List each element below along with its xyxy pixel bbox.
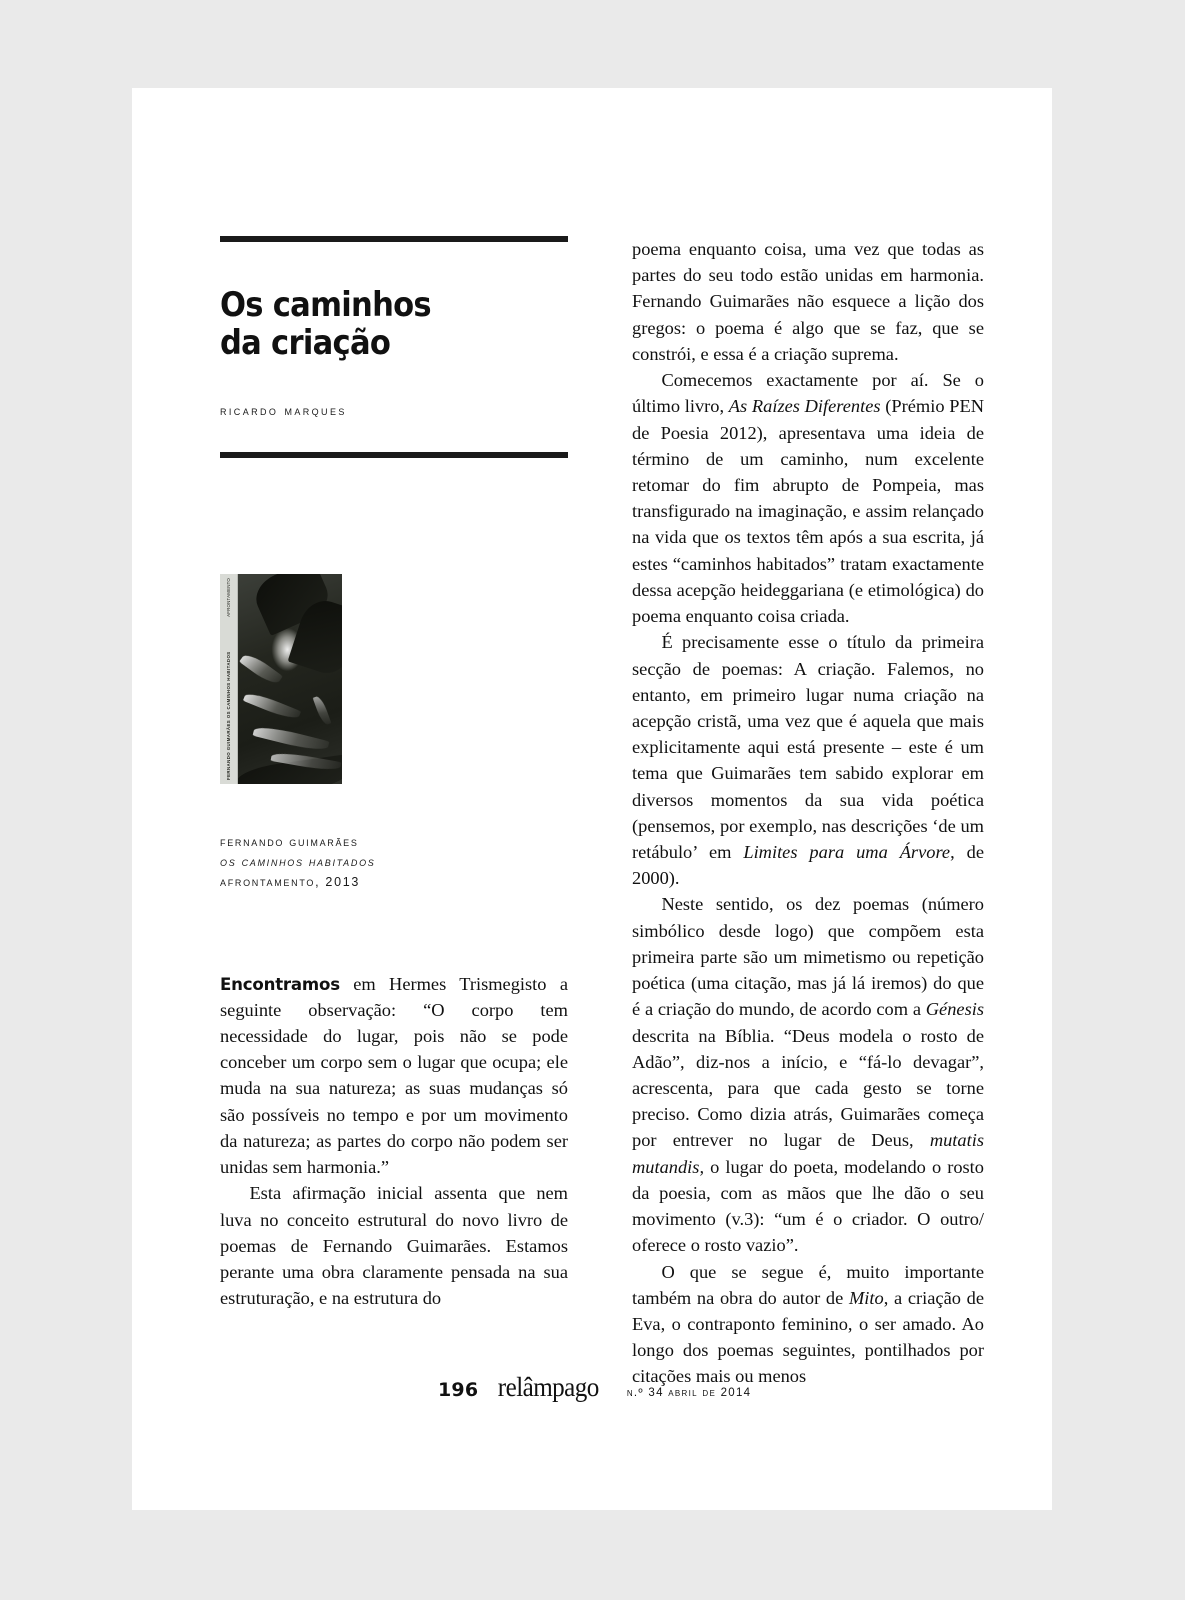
paragraph-text: o lugar do poeta, modelando o rosto da poesia, com as mãos que lhe dão o seu movimento (v.3): “um é o criador. O outro/ oferece o rosto vazio”. [632, 1156, 984, 1256]
cover-photograph [237, 574, 342, 784]
latin-phrase-italic: mutatis mutandis, [632, 1130, 984, 1177]
caption-imprint: afrontamento, 2013 [220, 875, 361, 890]
paragraph-text: em Hermes Trismegisto a seguinte observação: “O corpo tem necessidade do lugar, pois não se pode conceber um corpo sem o lugar que ocupa; ele muda na sua natureza; as suas mudanças só são possíveis no tempo e por um movimento da natureza; as partes do corpo não podem ser unidas sem harmonia.” [220, 973, 568, 1178]
paragraph: Esta afirmação inicial assenta que nem luva no conceito estrutural do novo livro de poemas de Fernando Guimarães. Estamos perante uma obra claramente pensada na sua estruturação, e na estrutura do [220, 1183, 568, 1309]
book-cover-image [220, 574, 342, 784]
paragraph-text: Neste sentido, os dez poemas (número simbólico desde logo) que compõem esta primeira parte são um mimetismo ou repetição poética (uma citação, mas já lá iremos) do que é a criação do mundo, de acordo com a [632, 894, 984, 1020]
caption-book-title: os caminhos habitados [220, 855, 376, 870]
paragraph [220, 971, 568, 1181]
book-caption [220, 832, 568, 893]
paragraph-text: , de 2000). [632, 842, 984, 889]
title-rule-top [220, 236, 568, 242]
title-line-1: Os caminhos [220, 285, 431, 325]
lead-word: Encontramos [220, 974, 340, 994]
issue-info: n.º 34 abril de 2014 [626, 1387, 752, 1399]
caption-author: fernando guimarães [220, 834, 359, 849]
cover-leaf-light-e [313, 695, 332, 726]
paragraph [632, 1259, 984, 1390]
paragraph-text: descrita na Bíblia. “Deus modela o rosto de Adão”, diz-nos a início, e “fá-lo devagar”, acrescenta, para que cada gesto se torne preciso. Como dizia atrás, Guimarães começa por entrever no lugar de Deus, [632, 1025, 984, 1151]
paragraph-text: Comecemos exactamente por aí. Se o último livro, [632, 370, 984, 417]
cover-spine-text [220, 574, 237, 784]
article-author: ricardo marques [220, 402, 347, 418]
cover-leaf-light-b [243, 689, 301, 722]
book-title-italic: Génesis [925, 999, 984, 1020]
paragraph [632, 367, 984, 629]
paragraph-text: É precisamente esse o título da primeira secção de poemas: A criação. Falemos, no entanto, em primeiro lugar numa criação na acepção cristã, uma vez que é aquela que mais explicitamente aqui está presente – este é um tema que Guimarães tem sabido explorar em diversos momentos da sua vida poética (pensemos, por exemplo, nas descrições ‘de um retábulo’ em [632, 632, 984, 863]
title-rule-bottom [220, 452, 568, 458]
paragraph-text: , a criação de Eva, o contraponto feminino, o ser amado. Ao longo dos poemas seguintes, pontilhados por citações mais ou menos [632, 1287, 984, 1387]
right-column [632, 236, 984, 1390]
cover-leaf-light-a [239, 650, 283, 687]
title-line-2: da criação [220, 323, 391, 364]
left-column [220, 236, 568, 1311]
book-title-italic: Mito [848, 1287, 884, 1308]
cover-spine-publisher: AFRONTAMENTO [226, 577, 231, 617]
page-title [220, 286, 533, 363]
masthead-logo: relâmpago [498, 1372, 600, 1402]
page-sheet [132, 88, 1052, 1510]
book-cover [220, 574, 342, 784]
cover-leaf-light-c [253, 723, 330, 754]
left-column-body [220, 971, 568, 1312]
paragraph [632, 891, 984, 1258]
paragraph-text: O que se segue é, muito importante também na obra do autor de [632, 1261, 984, 1308]
book-title-italic: As Raízes Diferentes [728, 396, 881, 417]
folio-page-number: 196 [438, 1379, 479, 1401]
page-footer [438, 1372, 751, 1403]
cover-spine-author-title: FERNANDO GUIMARÃES OS CAMINHOS HABITADOS [226, 651, 231, 780]
paragraph-text: (Prémio PEN de Poesia 2012), apresentava uma ideia de término de um caminho, num excelente retomar do fim abrupto de Pompeia, mas transfigurado na imaginação, e assim relançado na vida que os textos têm após a sua escrita, já estes “caminhos habitados” tratam exactamente dessa acepção heideggariana (e etimológica) do poema enquanto coisa criada. [632, 396, 984, 627]
paragraph [632, 629, 984, 891]
right-column-body [632, 236, 984, 1390]
paragraph: poema enquanto coisa, uma vez que todas as partes do seu todo estão unidas em harmonia. Fernando Guimarães não esquece a lição dos gregos: o poema é algo que se faz, que se constrói, e essa é a criação suprema. [632, 239, 984, 364]
cover-spine [220, 574, 238, 784]
book-title-italic: Limites para uma Árvore [743, 842, 951, 863]
